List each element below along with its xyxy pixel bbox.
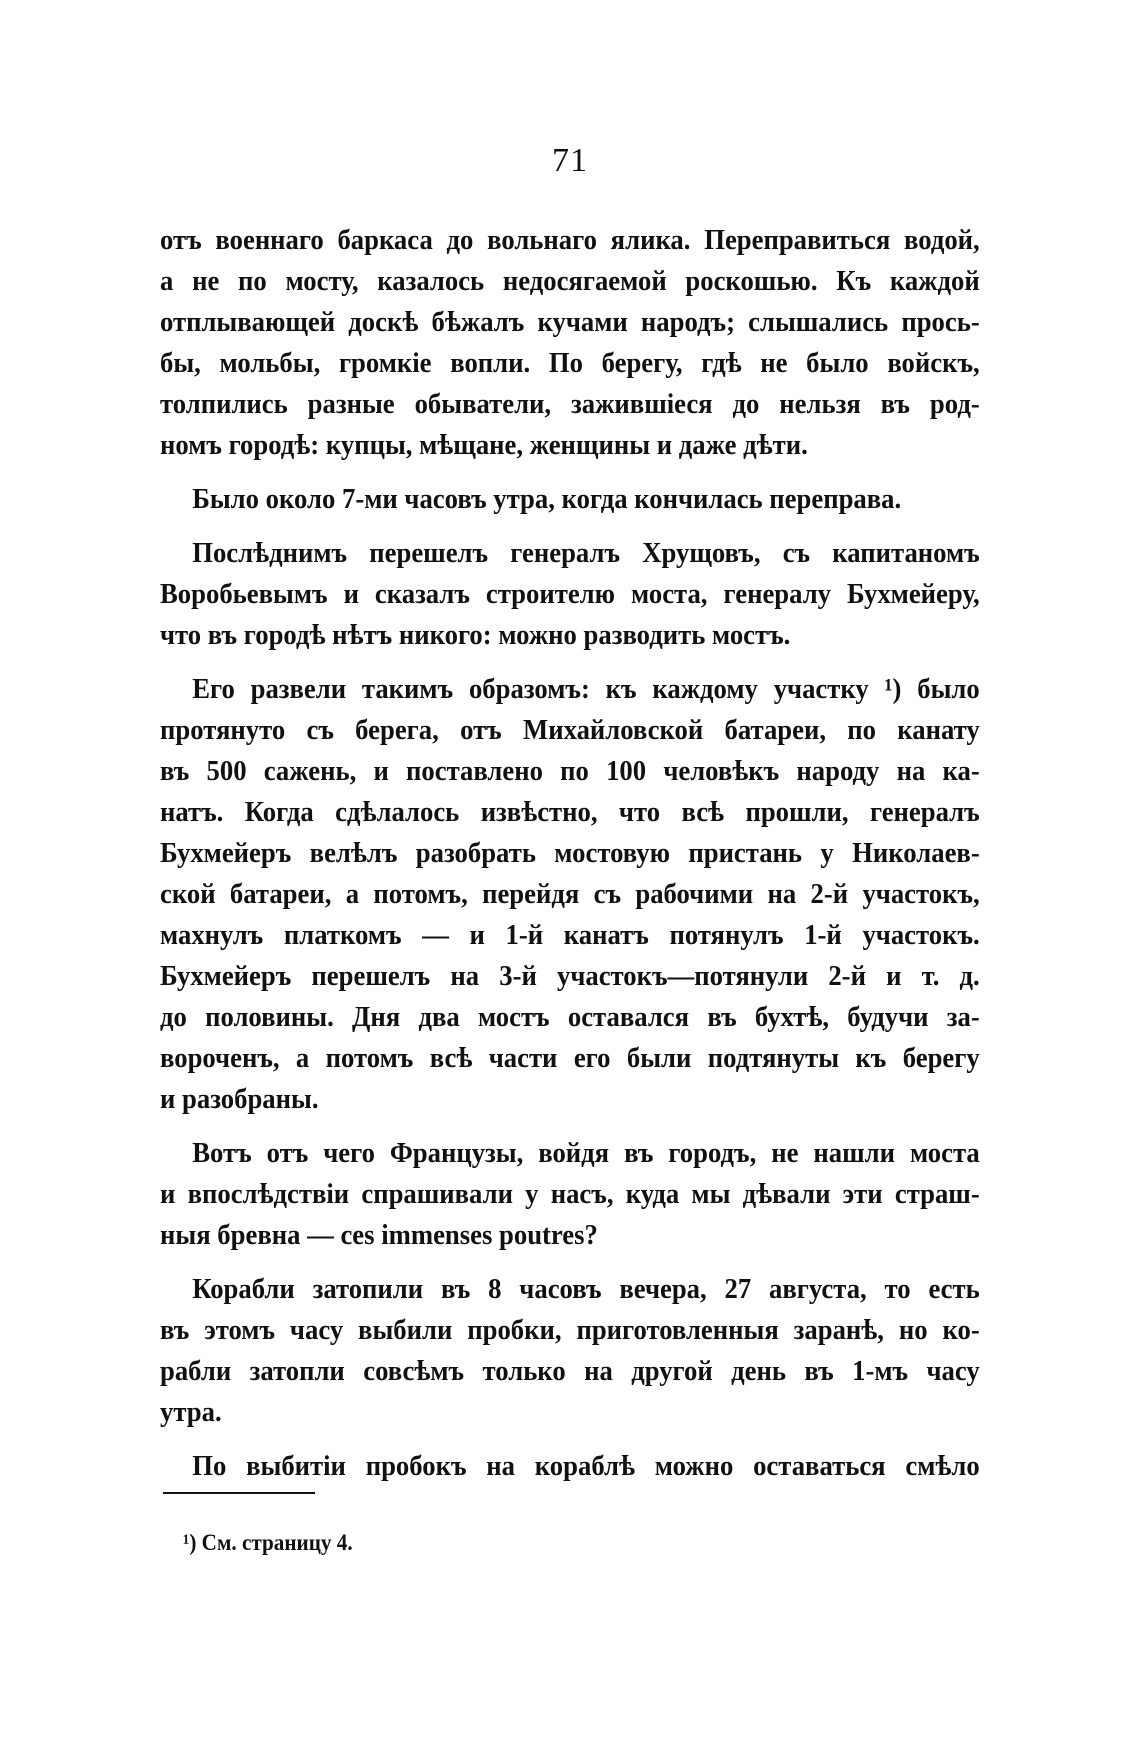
text-line: и впослѣдствіи спрашивали у насъ, куда мы дѣвали эти страш-	[160, 1178, 980, 1210]
paragraph-2	[160, 479, 980, 520]
text-line: номъ городѣ: купцы, мѣщане, женщины и даже дѣти.	[160, 429, 808, 461]
text-line: Его развели такимъ образомъ: къ каждому участку ¹) было	[192, 673, 980, 705]
text-line: отплывающей доскѣ бѣжалъ кучами народъ; слышались прось-	[160, 306, 980, 338]
text-line: до половины. Дня два мостъ оставался въ бухтѣ, будучи за-	[160, 1001, 980, 1033]
paragraph-1	[160, 220, 980, 466]
text-line: Послѣднимъ перешелъ генералъ Хрущовъ, съ капитаномъ	[192, 537, 980, 569]
text-line: и разобраны.	[160, 1083, 319, 1115]
text-line: Вотъ отъ чего Французы, войдя въ городъ, не нашли моста	[192, 1137, 980, 1169]
text-line: Воробьевымъ и сказалъ строителю моста, генералу Бухмейеру,	[160, 578, 980, 610]
text-line: ской батареи, а потомъ, перейдя съ рабочими на 2-й участокъ,	[160, 878, 980, 910]
text-line: вороченъ, а потомъ всѣ части его были подтянуты къ берегу	[160, 1042, 980, 1074]
footnote: ¹) См. страницу 4.	[183, 1530, 353, 1555]
text-line: бы, мольбы, громкіе вопли. По берегу, гдѣ не было войскъ,	[160, 347, 980, 379]
text-line: махнулъ платкомъ — и 1-й канатъ потянулъ 1-й участокъ.	[160, 919, 980, 951]
paragraph-3	[160, 533, 980, 656]
text-line: Корабли затопили въ 8 часовъ вечера, 27 августа, то есть	[192, 1273, 980, 1305]
text-line: Бухмейеръ велѣлъ разобрать мостовую пристань у Николаев-	[160, 837, 980, 869]
footnote-rule	[163, 1492, 315, 1494]
text-line: въ этомъ часу выбили пробки, приготовленныя заранѣ, но ко-	[160, 1314, 980, 1346]
text-line: въ 500 сажень, и поставлено по 100 человѣкъ народу на ка-	[160, 755, 980, 787]
text-line: По выбитіи пробокъ на кораблѣ можно оставаться смѣло	[192, 1450, 980, 1482]
text-line: утра.	[160, 1396, 222, 1428]
text-line: ныя бревна — ces immenses poutres?	[160, 1219, 598, 1251]
paragraph-4	[160, 669, 980, 1120]
paragraph-7	[160, 1446, 980, 1487]
paragraph-5	[160, 1133, 980, 1256]
text-line: натъ. Когда сдѣлалось извѣстно, что всѣ прошли, генералъ	[160, 796, 980, 828]
text-line: толпились разные обыватели, зажившіеся до нельзя въ род-	[160, 388, 980, 420]
text-line: рабли затопли совсѣмъ только на другой день въ 1-мъ часу	[160, 1355, 980, 1387]
text-line: а не по мосту, казалось недосягаемой роскошью. Къ каждой	[160, 265, 980, 297]
paragraph-6	[160, 1269, 980, 1433]
page-number: 71	[552, 142, 588, 179]
text-line: Было около 7-ми часовъ утра, когда кончилась переправа.	[192, 483, 902, 515]
text-line: Бухмейеръ перешелъ на 3-й участокъ—потянули 2-й и т. д.	[160, 960, 980, 992]
body-text	[160, 220, 980, 1500]
text-line: что въ городѣ нѣтъ никого: можно разводить мостъ.	[160, 619, 791, 651]
text-line: отъ военнаго баркаса до вольнаго ялика. Переправиться водой,	[160, 224, 980, 256]
text-line: протянуто съ берега, отъ Михайловской батареи, по канату	[160, 714, 980, 746]
